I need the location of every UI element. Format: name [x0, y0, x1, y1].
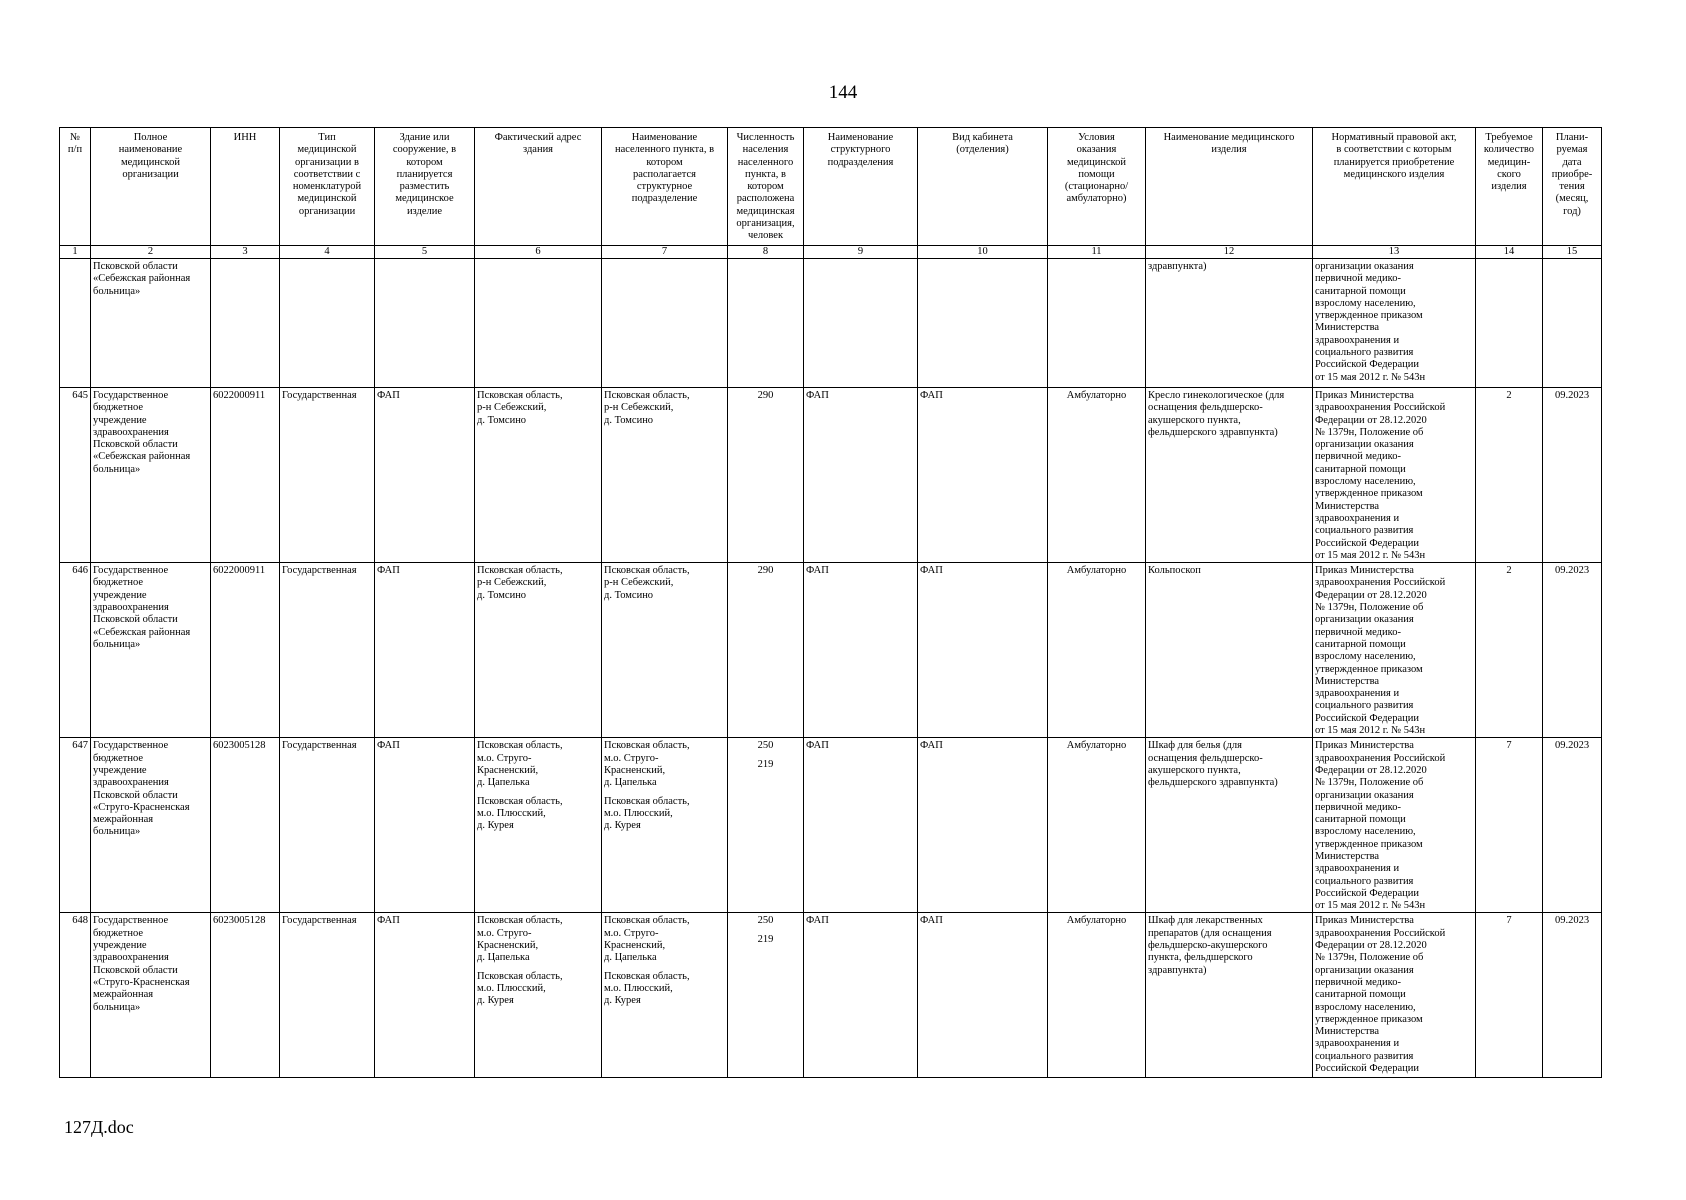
- cell-inn: [211, 738, 280, 913]
- header-row: [60, 128, 1602, 246]
- column-number: 13: [1313, 246, 1476, 259]
- cell-conditions: [1048, 259, 1146, 388]
- cell-cabinet-text: ФАП: [920, 915, 943, 927]
- cell-date: [1543, 738, 1602, 913]
- cell-act: организации оказания первичной медико- санитарной помощи взрослому населению, утвержденное приказом Министерства здравоохранения и социального развития Российской Федерации от 15 мая 2012 г. № 543н: [1313, 259, 1476, 388]
- table-row: [60, 913, 1602, 1078]
- cell-date-text: 09.2023: [1554, 565, 1590, 577]
- cell-type-text: Государственная: [282, 915, 357, 927]
- cell-act-text: Приказ Министерства здравоохранения Российской Федерации от 28.12.2020 № 1379н, Положение об организации оказания первичной медико- санитарной помощи взрослому населению, утвержденное приказом Министерства здравоохранения и социального развития Российской Федерации от 15 мая 2012 г. № 543н: [1315, 740, 1446, 912]
- cell-cabinet-text: ФАП: [920, 390, 943, 401]
- cell-conditions-text: Амбулаторно: [1066, 915, 1127, 927]
- cell-qty: [1476, 563, 1543, 738]
- cell-type-text: Государственная: [282, 390, 357, 401]
- cell-inn-text: 6022000911: [213, 390, 266, 401]
- column-number: 3: [211, 246, 280, 259]
- cell-settlement: [602, 563, 728, 738]
- cell-act: [1313, 738, 1476, 913]
- cell-num-text: 647: [72, 740, 88, 752]
- cell-inn-text: 6023005128: [213, 915, 266, 927]
- cell-device-text: Шкаф для лекарственных препаратов (для оснащения фельдшерско-акушерского пункта, фельдшерского здравпункта): [1148, 915, 1272, 976]
- column-number: 15: [1543, 246, 1602, 259]
- cell-settlement: [602, 388, 728, 563]
- column-header: Вид кабинета (отделения): [918, 128, 1048, 246]
- cell-unit: [804, 388, 918, 563]
- cell-cabinet: [918, 259, 1048, 388]
- cell-act-text: Приказ Министерства здравоохранения Российской Федерации от 28.12.2020 № 1379н, Положение об организации оказания первичной медико- санитарной помощи взрослому населению, утвержденное приказом Министерства здравоохранения и социального развития Российской Федерации: [1315, 915, 1446, 1075]
- cell-population-text: 290: [757, 390, 774, 401]
- column-number: 8: [728, 246, 804, 259]
- cell-address-text: Псковская область, м.о. Струго- Красненский, д. Цапелька: [477, 740, 563, 789]
- table-row: [60, 738, 1602, 913]
- cell-type: [280, 913, 375, 1078]
- column-header: Условия оказания медицинской помощи (стационарно/ амбулаторно): [1048, 128, 1146, 246]
- column-header: Наименование медицинского изделия: [1146, 128, 1313, 246]
- cell-org-text: Государственное бюджетное учреждение здравоохранения Псковской области «Себежская районная больница»: [93, 565, 191, 650]
- cell-building: [375, 738, 475, 913]
- cell-settlement: [602, 913, 728, 1078]
- cell-date: [1543, 259, 1602, 388]
- cell-cabinet: [918, 913, 1048, 1078]
- cell-address-text: Псковская область, р-н Себежский, д. Томсино: [477, 390, 563, 426]
- cell-device: [1146, 913, 1313, 1078]
- cell-building-text: ФАП: [377, 565, 400, 577]
- cell-qty: [1476, 259, 1543, 388]
- cell-device-text: Кольпоскоп: [1148, 565, 1201, 577]
- cell-date: [1543, 563, 1602, 738]
- cell-building: [375, 913, 475, 1078]
- cell-org-text: Государственное бюджетное учреждение здравоохранения Псковской области «Себежская районная больница»: [93, 390, 191, 475]
- cell-num-text: 645: [72, 390, 88, 401]
- column-header: Полное наименование медицинской организации: [91, 128, 211, 246]
- cell-settlement-text: Псковская область, м.о. Струго- Красненский, д. Цапелька: [604, 740, 690, 789]
- cell-num-text: 648: [72, 915, 88, 927]
- cell-population: [728, 259, 804, 388]
- column-number-row: [60, 246, 1602, 259]
- cell-device-text: Шкаф для белья (для оснащения фельдшерско- акушерского пункта, фельдшерского здравпункта): [1148, 740, 1278, 789]
- cell-unit: [804, 259, 918, 388]
- cell-conditions-text: Амбулаторно: [1066, 390, 1127, 401]
- cell-cabinet: [918, 738, 1048, 913]
- cell-num: [60, 738, 91, 913]
- cell-qty-text: 2: [1506, 390, 1512, 401]
- cell-inn: [211, 913, 280, 1078]
- cell-population: [728, 738, 804, 913]
- cell-building: [375, 259, 475, 388]
- cell-conditions-text: Амбулаторно: [1066, 740, 1127, 752]
- cell-address-text: Псковская область, м.о. Плюсский, д. Курея: [477, 795, 563, 832]
- cell-cabinet: [918, 563, 1048, 738]
- cell-date-text: 09.2023: [1554, 390, 1590, 401]
- column-number: 9: [804, 246, 918, 259]
- cell-num: [60, 388, 91, 563]
- cell-conditions-text: Амбулаторно: [1066, 565, 1127, 577]
- column-number: 1: [60, 246, 91, 259]
- column-header: Тип медицинской организации в соответствии с номенклатурой медицинской организации: [280, 128, 375, 246]
- cell-population-text: 250: [757, 740, 774, 752]
- cell-qty-text: 2: [1506, 565, 1512, 577]
- column-header: Численность населения населенного пункта, в котором расположена медицинская организация, человек: [728, 128, 804, 246]
- cell-address: [475, 738, 602, 913]
- column-header: Плани- руемая дата приобре- тения (месяц, год): [1543, 128, 1602, 246]
- cell-device-text: Кресло гинекологическое (для оснащения фельдшерско- акушерского пункта, фельдшерского здравпункта): [1148, 390, 1285, 438]
- cell-population-text: 219: [757, 933, 774, 945]
- column-header: Здание или сооружение, в котором планируется разместить медицинское изделие: [375, 128, 475, 246]
- cell-cabinet: [918, 388, 1048, 563]
- cell-building-text: ФАП: [377, 740, 400, 752]
- cell-conditions: [1048, 563, 1146, 738]
- cell-settlement: [602, 259, 728, 388]
- cell-act-text: Приказ Министерства здравоохранения Российской Федерации от 28.12.2020 № 1379н, Положение об организации оказания первичной медико- санитарной помощи взрослому населению, утвержденное приказом Министерства здравоохранения и социального развития Российской Федерации от 15 мая 2012 г. № 543н: [1315, 565, 1446, 737]
- cell-building-text: ФАП: [377, 390, 400, 401]
- cell-address: [475, 259, 602, 388]
- cell-act: [1313, 913, 1476, 1078]
- cell-population: [728, 563, 804, 738]
- cell-date-text: 09.2023: [1554, 915, 1590, 927]
- cell-unit-text: ФАП: [806, 390, 829, 401]
- cell-settlement-text: Псковская область, м.о. Плюсский, д. Курея: [604, 795, 690, 832]
- column-header: Наименование структурного подразделения: [804, 128, 918, 246]
- cell-date: [1543, 388, 1602, 563]
- cell-unit: [804, 738, 918, 913]
- cell-type: [280, 259, 375, 388]
- cell-qty-text: 7: [1506, 740, 1512, 752]
- cell-act: [1313, 388, 1476, 563]
- cell-num: [60, 563, 91, 738]
- column-header: Нормативный правовой акт, в соответствии с которым планируется приобретение медицинского изделия: [1313, 128, 1476, 246]
- cell-settlement-text: Псковская область, м.о. Плюсский, д. Курея: [604, 970, 690, 1007]
- cell-address-text: Псковская область, р-н Себежский, д. Томсино: [477, 565, 563, 601]
- cell-org: [91, 563, 211, 738]
- cell-type-text: Государственная: [282, 740, 357, 752]
- column-number: 10: [918, 246, 1048, 259]
- cell-qty: [1476, 913, 1543, 1078]
- cell-settlement-text: Псковская область, р-н Себежский, д. Томсино: [604, 565, 690, 601]
- cell-building-text: ФАП: [377, 915, 400, 927]
- column-number: 14: [1476, 246, 1543, 259]
- cell-inn: [211, 259, 280, 388]
- cell-device: [1146, 563, 1313, 738]
- cell-org-text: Государственное бюджетное учреждение здравоохранения Псковской области «Струго-Красненская межрайонная больница»: [93, 740, 190, 838]
- cell-conditions: [1048, 388, 1146, 563]
- cell-num-text: 646: [72, 565, 88, 577]
- cell-org: [91, 738, 211, 913]
- cell-inn-text: 6023005128: [213, 740, 266, 752]
- cell-num: [60, 259, 91, 388]
- column-number: 11: [1048, 246, 1146, 259]
- cell-type: [280, 563, 375, 738]
- table-row: [60, 388, 1602, 563]
- cell-act-text: Приказ Министерства здравоохранения Российской Федерации от 28.12.2020 № 1379н, Положение об организации оказания первичной медико- санитарной помощи взрослому населению, утвержденное приказом Министерства здравоохранения и социального развития Российской Федерации от 15 мая 2012 г. № 543н: [1315, 390, 1446, 561]
- column-header: № п/п: [60, 128, 91, 246]
- cell-inn-text: 6022000911: [213, 565, 266, 577]
- cell-type: [280, 388, 375, 563]
- cell-unit: [804, 913, 918, 1078]
- cell-qty: [1476, 738, 1543, 913]
- cell-address-text: Псковская область, м.о. Плюсский, д. Курея: [477, 970, 563, 1007]
- cell-date-text: 09.2023: [1554, 740, 1590, 752]
- equipment-table: [59, 127, 1602, 1078]
- table-row: [60, 563, 1602, 738]
- cell-building: [375, 388, 475, 563]
- cell-inn: [211, 388, 280, 563]
- cell-cabinet-text: ФАП: [920, 565, 943, 577]
- column-number: 12: [1146, 246, 1313, 259]
- cell-settlement-text: Псковская область, р-н Себежский, д. Томсино: [604, 390, 690, 426]
- cell-qty: [1476, 388, 1543, 563]
- cell-num: [60, 913, 91, 1078]
- cell-population: [728, 388, 804, 563]
- cell-device: [1146, 388, 1313, 563]
- column-number: 6: [475, 246, 602, 259]
- cell-conditions: [1048, 738, 1146, 913]
- cell-address: [475, 913, 602, 1078]
- cell-device: [1146, 738, 1313, 913]
- column-header: Фактический адрес здания: [475, 128, 602, 246]
- cell-address: [475, 563, 602, 738]
- cell-population: [728, 913, 804, 1078]
- cell-unit-text: ФАП: [806, 740, 829, 752]
- column-number: 4: [280, 246, 375, 259]
- column-number: 7: [602, 246, 728, 259]
- cell-address-text: Псковская область, м.о. Струго- Красненский, д. Цапелька: [477, 915, 563, 964]
- cell-act: [1313, 563, 1476, 738]
- cell-date: [1543, 913, 1602, 1078]
- cell-unit-text: ФАП: [806, 915, 829, 927]
- cell-qty-text: 7: [1506, 915, 1512, 927]
- cell-unit-text: ФАП: [806, 565, 829, 577]
- page-number: 144: [828, 82, 858, 103]
- footer-filename: 127Д.doc: [64, 1117, 134, 1137]
- cell-building: [375, 563, 475, 738]
- column-header: ИНН: [211, 128, 280, 246]
- cell-cabinet-text: ФАП: [920, 740, 943, 752]
- cell-population-text: 290: [757, 565, 774, 577]
- cell-org-text: Государственное бюджетное учреждение здравоохранения Псковской области «Струго-Красненская межрайонная больница»: [93, 915, 190, 1013]
- cell-settlement-text: Псковская область, м.о. Струго- Красненский, д. Цапелька: [604, 915, 690, 964]
- cell-settlement: [602, 738, 728, 913]
- column-number: 5: [375, 246, 475, 259]
- cell-inn: [211, 563, 280, 738]
- cell-unit: [804, 563, 918, 738]
- cell-population-text: 219: [757, 758, 774, 770]
- column-header: Требуемое количество медицин- ского изделия: [1476, 128, 1543, 246]
- cell-population-text: 250: [757, 915, 774, 927]
- column-header: Наименование населенного пункта, в котором располагается структурное подразделение: [602, 128, 728, 246]
- cell-device: здравпункта): [1146, 259, 1313, 388]
- cell-type: [280, 738, 375, 913]
- cell-org: [91, 388, 211, 563]
- cell-type-text: Государственная: [282, 565, 357, 577]
- cell-address: [475, 388, 602, 563]
- cell-org: [91, 913, 211, 1078]
- cell-org: Псковской области «Себежская районная больница»: [91, 259, 211, 388]
- column-number: 2: [91, 246, 211, 259]
- cell-conditions: [1048, 913, 1146, 1078]
- table-row-continuation: [60, 259, 1602, 388]
